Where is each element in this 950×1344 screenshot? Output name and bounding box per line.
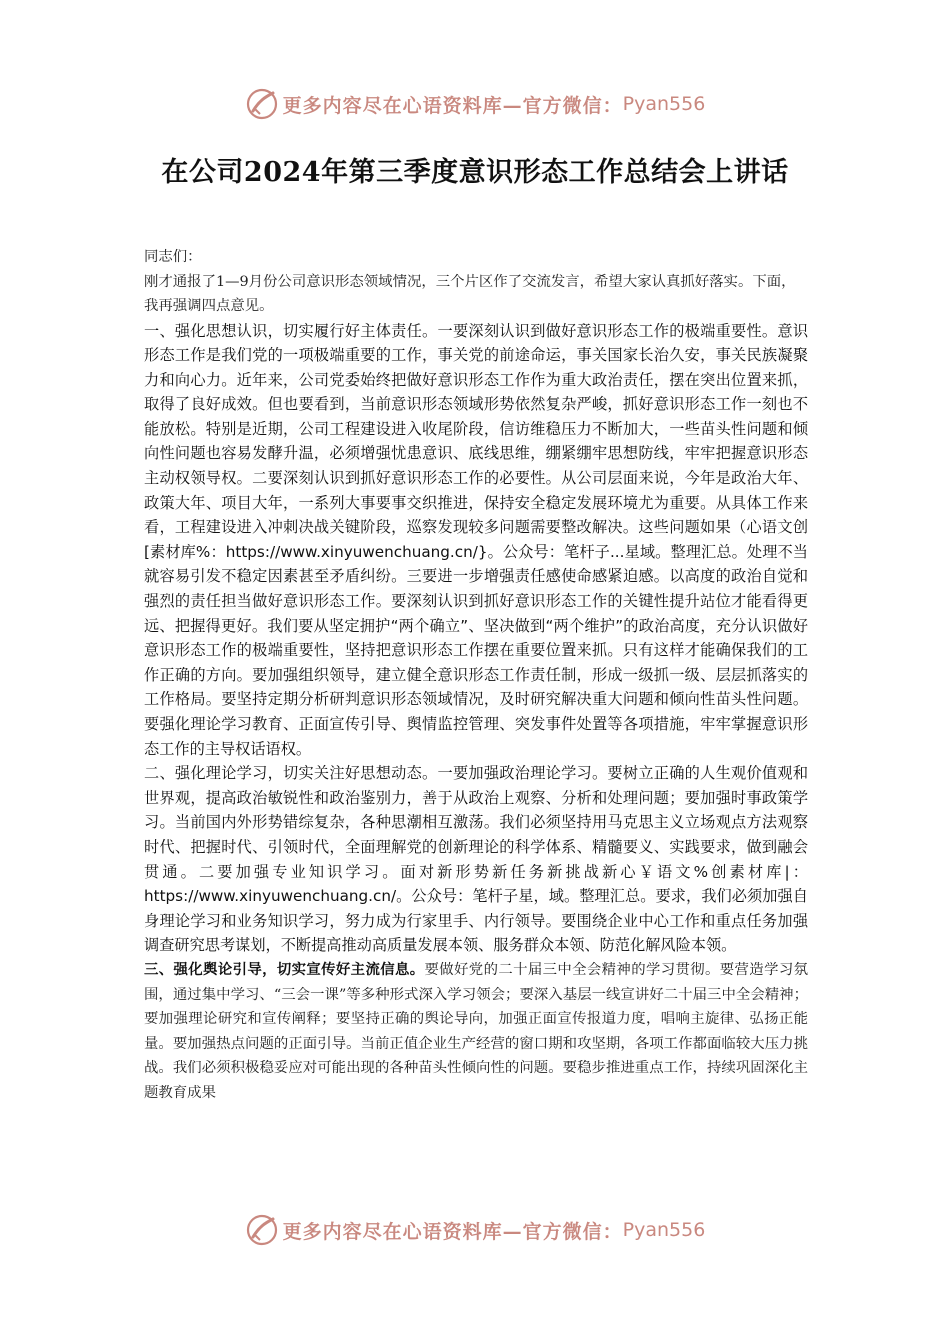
brush-logo-icon [245, 1213, 279, 1247]
watermark-banner-top [0, 84, 950, 124]
watermark-wechat-id: Pyan556 [622, 1219, 706, 1241]
salutation: 同志们： [144, 249, 202, 265]
section-2-paragraph: 二、强化理论学习，切实关注好思想动态。一要加强政治理论学习。要树立正确的人生观价值观和世界观，提高政治敏锐性和政治鉴别力，善于从政治上观察、分析和处理问题；要加强时事政策学习。当前国内外形势错综复杂，各种思潮相互激荡。我们必须坚持用马克思主义立场观点方法观察时代、把握时代、引领时代，全面理解党的创新理论的科学体系、精髓要义、实践要求，做到融会贯通。二要加强专业知识学习。面对新形势新任务新挑战新心￥语文%创素材库|：https://www.xinyuwenchuang.cn/。公众号：笔杆子星，域。整理汇总。要求，我们必须加强自身理论学习和业务知识学习，努力成为行家里手、内行领导。要围绕企业中心工作和重点任务加强调查研究思考谋划，不断提高推动高质量发展本领、服务群众本领、防范化解风险本领。 [144, 764, 808, 955]
brush-logo-icon [245, 87, 279, 121]
section-3-body: 要做好党的二十届三中全会精神的学习贯彻。要营造学习氛围，通过集中学习、“三会一课”等多种形式深入学习领会；要深入基层一线宣讲好二十届三中全会精神；要加强理论研究和宣传阐释；要坚持正确的舆论导向，加强正面宣传报道力度，唱响主旋律、弘扬正能量。要加强热点问题的正面引导。当前正值企业生产经营的窗口期和攻坚期，各项工作都面临较大压力挑战。我们必须积极稳妥应对可能出现的各种苗头性倾向性的问题。要稳步推进重点工作，持续巩固深化主题教育成果 [144, 961, 808, 1101]
intro-paragraph: 刚才通报了1—9月份公司意识形态领域情况，三个片区作了交流发言，希望大家认真抓好落实。下面，我再强调四点意见。 [144, 273, 796, 314]
section-3-heading: 三、强化舆论引导，切实宣传好主流信息。 [144, 961, 425, 978]
watermark-wechat-id: Pyan556 [622, 93, 706, 115]
watermark-site-text: 更多内容尽在心语资料库—官方微信： [282, 94, 623, 117]
document-body [144, 245, 808, 1106]
watermark-banner-bottom [0, 1210, 950, 1250]
watermark-site-text: 更多内容尽在心语资料库—官方微信： [282, 1220, 623, 1243]
section-3-paragraph [144, 958, 808, 1106]
document-title: 在公司2024年第三季度意识形态工作总结会上讲话 [161, 157, 789, 188]
section-1-paragraph: 一、强化思想认识，切实履行好主体责任。一要深刻认识到做好意识形态工作的极端重要性。意识形态工作是我们党的一项极端重要的工作，事关党的前途命运，事关国家长治久安，事关民族凝聚力和向心力。近年来，公司党委始终把做好意识形态工作作为重大政治责任，摆在突出位置来抓，取得了良好成效。但也要看到，当前意识形态领域形势依然复杂严峻，抓好意识形态工作一刻也不能放松。特别是近期，公司工程建设进入收尾阶段，信访维稳压力不断加大，一些苗头性问题和倾向性问题也容易发酵升温，必须增强忧患意识、底线思维，绷紧绷牢思想防线，牢牢把握意识形态主动权领导权。二要深刻认识到抓好意识形态工作的必要性。从公司层面来说，今年是政治大年、政策大年、项目大年，一系列大事要事交织推进，保持安全稳定发展环境尤为重要。从具体工作来看，工程建设进入冲刺决战关键阶段，巡察发现较多问题需要整改解决。这些问题如果（心语文创[素材库%：https://www.xinyuwenchuang.cn/}。公众号：笔杆子...星域。整理汇总。处理不当就容易引发不稳定因素甚至矛盾纠纷。三要进一步增强责任感使命感紧迫感。以高度的政治自觉和强烈的责任担当做好意识形态工作。要深刻认识到抓好意识形态工作的关键性提升站位才能看得更远、把握得更好。我们要从坚定拥护“两个确立”、坚决做到“两个维护”的政治高度，充分认识做好意识形态工作的极端重要性，坚持把意识形态工作摆在重要位置来抓。只有这样才能确保我们的工作正确的方向。要加强组织领导，建立健全意识形态工作责任制，形成一级抓一级、层层抓落实的工作格局。要坚持定期分析研判意识形态领域情况，及时研究解决重大问题和倾向性苗头性问题。要强化理论学习教育、正面宣传引导、舆情监控管理、突发事件处置等各项措施，牢牢掌握意识形态工作的主导权话语权。 [144, 321, 808, 758]
